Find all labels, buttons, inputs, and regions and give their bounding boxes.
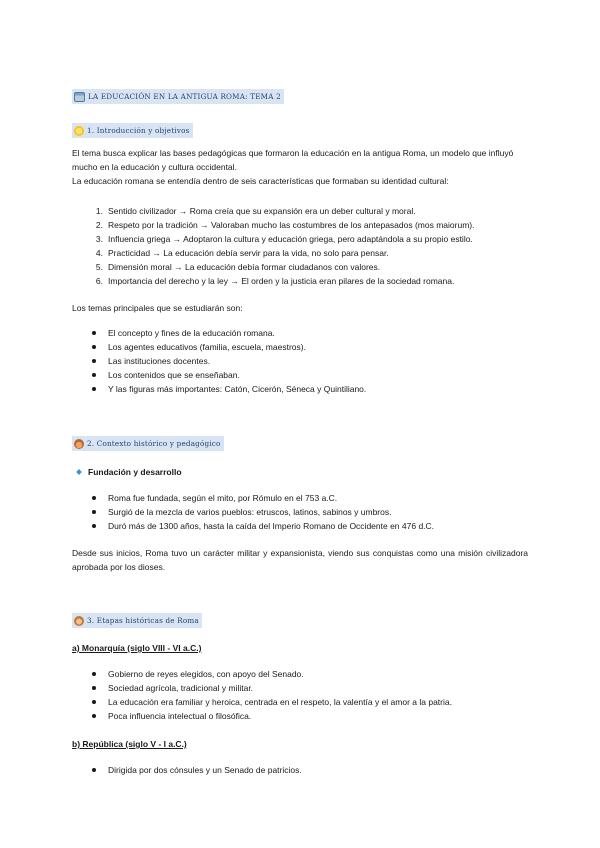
- list-item-text: Los agentes educativos (familia, escuela, maestros).: [108, 342, 306, 352]
- section-1-heading-text: 1. Introducción y objetivos: [87, 126, 190, 135]
- bullet-icon: [92, 373, 96, 377]
- list-item-text: Practicidad → La educación debía servir para la vida, no solo para pensar.: [108, 248, 389, 258]
- list-item-text: Influencia griega → Adoptaron la cultura y educación griega, pero adaptándola a su propio estilo.: [108, 234, 473, 244]
- diamond-bullet-icon: [76, 469, 82, 475]
- list-item-text: Sentido civilizador → Roma creía que su expansión era un deber cultural y moral.: [108, 206, 416, 216]
- bullet-icon: [92, 387, 96, 391]
- list-item-text: Respeto por la tradición → Valoraban mucho las costumbres de los antepasados (mos maiorum).: [108, 220, 475, 230]
- list-item-text: Roma fue fundada, según el mito, por Rómulo en el 753 a.C.: [108, 493, 338, 503]
- bullet-icon: [92, 331, 96, 335]
- bullet-icon: [92, 714, 96, 718]
- bullet-icon: [92, 496, 96, 500]
- republic-title: b) República (siglo V - I a.C.): [72, 739, 187, 749]
- list-item-text: Importancia del derecho y la ley → El orden y la justicia eran pilares de la sociedad romana.: [108, 276, 455, 286]
- bullet-icon: [92, 510, 96, 514]
- list-item-text: Y las figuras más importantes: Catón, Cicerón, Séneca y Quintiliano.: [108, 384, 367, 394]
- intro-paragraph-1: El tema busca explicar las bases pedagógicas que formaron la educación en la antigua Roma, un modelo que influyó mucho en la educación y cultura occidental.: [72, 148, 514, 172]
- face-icon: [74, 616, 84, 626]
- list-number: 1.: [95, 206, 103, 216]
- list-item-text: Dimensión moral → La educación debía formar ciudadanos con valores.: [108, 262, 381, 272]
- list-number: 2.: [95, 220, 103, 230]
- context-subheading: [0, 466, 600, 478]
- document-title: [72, 89, 284, 104]
- section-3-heading-text: 3. Etapas históricas de Roma: [87, 616, 199, 625]
- context-paragraph: Desde sus inicios, Roma tuvo un carácter militar y expansionista, viendo sus conquistas como una misión civilizadora aprobada por los dioses.: [72, 548, 528, 572]
- list-number: 6.: [95, 276, 103, 286]
- section-2-heading: [72, 436, 224, 451]
- context-subheading-text: Fundación y desarrollo: [88, 467, 182, 477]
- list-item-text: Poca influencia intelectual o filosófica.: [108, 711, 252, 721]
- list-number: 5.: [95, 262, 103, 272]
- star-icon: [74, 126, 84, 136]
- list-item-text: Las instituciones docentes.: [108, 356, 211, 366]
- bullet-icon: [92, 345, 96, 349]
- building-icon: [74, 92, 85, 102]
- list-item-text: Sociedad agrícola, tradicional y militar.: [108, 683, 254, 693]
- list-item-text: El concepto y fines de la educación romana.: [108, 328, 275, 338]
- bullet-icon: [92, 768, 96, 772]
- face-icon: [74, 439, 84, 449]
- monarchy-title: a) Monarquía (siglo VIII - VI a.C.): [72, 643, 202, 653]
- bullet-icon: [92, 686, 96, 690]
- list-item-text: Duró más de 1300 años, hasta la caída del Imperio Romano de Occidente en 476 d.C.: [108, 521, 435, 531]
- bullet-icon: [92, 672, 96, 676]
- list-item-text: Surgió de la mezcla de varios pueblos: etruscos, latinos, sabinos y umbros.: [108, 507, 392, 517]
- list-number: 3.: [95, 234, 103, 244]
- bullet-icon: [92, 359, 96, 363]
- section-3-heading: [72, 613, 202, 628]
- document-title-text: LA EDUCACIÓN EN LA ANTIGUA ROMA: TEMA 2: [88, 92, 281, 101]
- bullet-icon: [92, 524, 96, 528]
- list-item-text: La educación era familiar y heroica, centrada en el respeto, la valentía y el amor a la patria.: [108, 697, 452, 707]
- section-1-heading: [72, 123, 193, 138]
- list-item-text: Dirigida por dos cónsules y un Senado de patricios.: [108, 765, 302, 775]
- intro-paragraph-2: La educación romana se entendía dentro de seis características que formaban su identidad cultural:: [72, 176, 449, 186]
- list-item-text: Los contenidos que se enseñaban.: [108, 370, 240, 380]
- topics-intro: Los temas principales que se estudiarán son:: [72, 303, 243, 313]
- bullet-icon: [92, 700, 96, 704]
- section-2-heading-text: 2. Contexto histórico y pedagógico: [87, 439, 221, 448]
- list-item-text: Gobierno de reyes elegidos, con apoyo del Senado.: [108, 669, 304, 679]
- list-number: 4.: [95, 248, 103, 258]
